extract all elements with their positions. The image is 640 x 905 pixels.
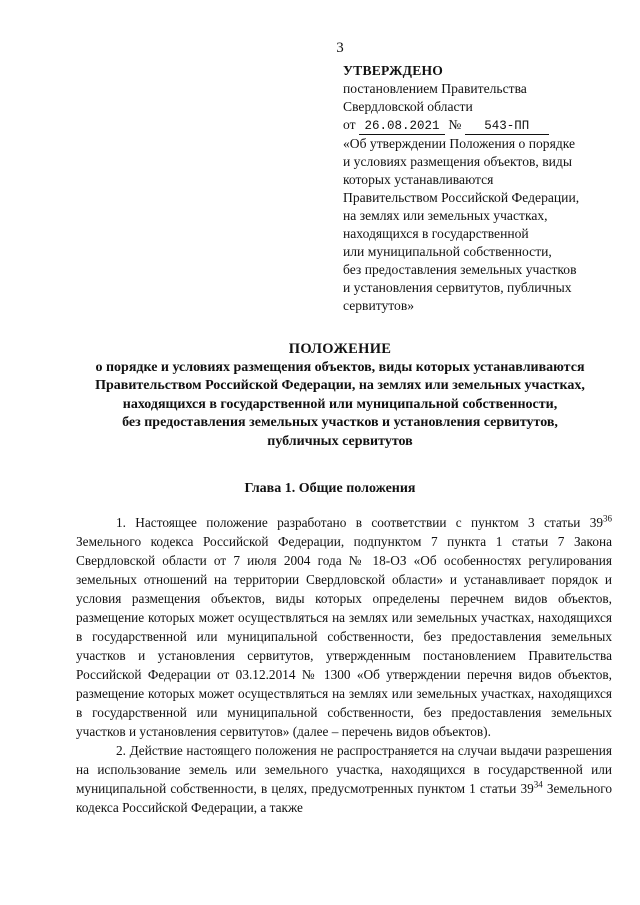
approval-line: постановлением Правительства	[343, 81, 527, 96]
paragraph-1	[76, 513, 612, 741]
heading-line: находящихся в государственной или муниципальной собственности,	[122, 396, 558, 412]
subject-line: Правительством Российской Федерации,	[343, 190, 580, 205]
number-sign: №	[448, 117, 462, 132]
approval-title: УТВЕРЖДЕНО	[343, 63, 444, 78]
page-number: 3	[336, 40, 344, 56]
paragraph-text: 2. Действие настоящего положения не распространяется на случаи выдачи разрешения на использование земель или земельного участка, находящихся в государственной или муниципальной собственности, в целях, предусмотренных пунктом 1 статьи 39	[76, 743, 612, 796]
heading-line: Правительством Российской Федерации, на землях или земельных участках,	[95, 378, 585, 393]
article-superscript: 34	[533, 779, 543, 790]
approval-block	[343, 62, 613, 315]
resolution-date: 26.08.2021	[359, 119, 445, 135]
subject-line: или муниципальной собственности,	[343, 244, 552, 259]
from-prefix: от	[343, 117, 356, 132]
document-heading	[0, 340, 640, 451]
subject-line: сервитутов»	[343, 298, 415, 313]
document-body	[76, 513, 612, 817]
subject-line: без предоставления земельных участков	[343, 262, 577, 277]
paragraph-text: Земельного кодекса Российской Федерации, а также	[76, 781, 612, 815]
chapter-title: Глава 1. Общие положения	[244, 481, 416, 496]
heading-line: без предоставления земельных участков и установления сервитутов,	[122, 415, 558, 430]
resolution-number: 543-ПП	[465, 119, 549, 135]
subject-line: на землях или земельных участках,	[343, 208, 548, 223]
subject-line: которых устанавливаются	[343, 172, 494, 187]
heading-line: о порядке и условиях размещения объектов, виды которых устанавливаются	[95, 359, 585, 375]
approval-date-line	[343, 116, 613, 135]
approval-line: Свердловской области	[343, 99, 473, 114]
paragraph-text: Земельного кодекса Российской Федерации, подпунктом 7 пункта 1 статьи 7 Закона Свердловской области от 7 июля 2004 года № 18-ОЗ «Об особенностях регулирования земельных отношений на территории Свердловской области» и устанавливает порядок и условия размещения объектов, виды которых определены перечнем видов объектов, размещение которых может осуществляться на землях или земельных участках, находящихся в государственной или муниципальной собственности, без предоставления земельных участков и установления сервитутов, утвержденным постановлением Правительства Российской Федерации от 03.12.2014 № 1300 «Об утверждении перечня видов объектов, размещение которых может осуществляться на землях или земельных участках, находящихся в государственной или муниципальной собственности, без предоставления земельных участков и установления сервитутов» (далее – перечень видов объектов).	[76, 534, 612, 739]
subject-line: «Об утверждении Положения о порядке	[343, 136, 576, 151]
document-title: ПОЛОЖЕНИЕ	[288, 341, 392, 357]
subject-line: находящихся в государственной	[343, 226, 529, 241]
subject-line: и установления сервитутов, публичных	[343, 280, 572, 295]
paragraph-2	[76, 741, 612, 817]
heading-line: публичных сервитутов	[267, 433, 413, 449]
paragraph-text: 1. Настоящее положение разработано в соответствии с пунктом 3 статьи 39	[116, 515, 603, 530]
subject-line: и условиях размещения объектов, виды	[343, 154, 572, 169]
article-superscript: 36	[603, 513, 612, 524]
